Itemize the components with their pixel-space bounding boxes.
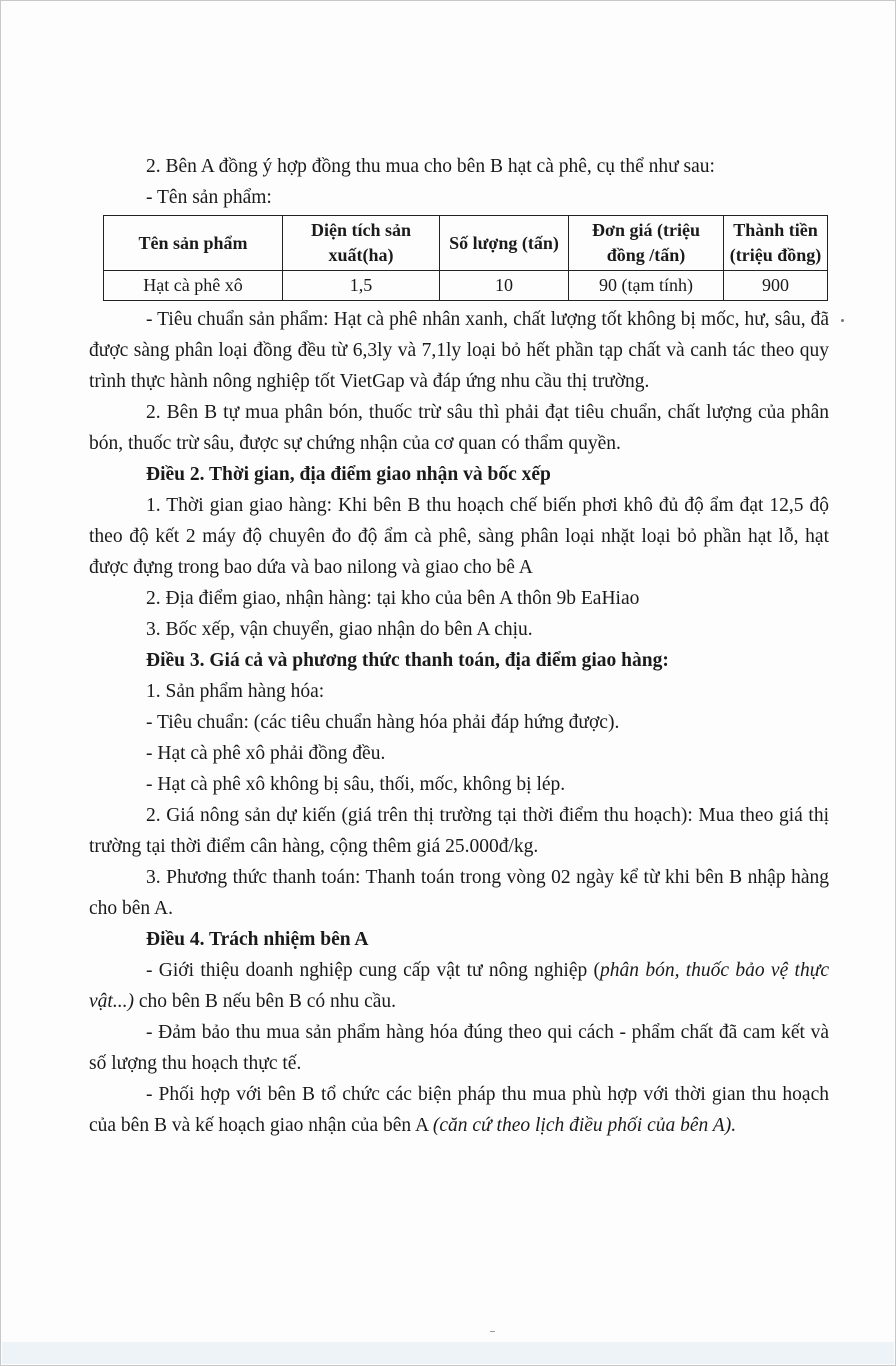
- article-2-title: Điều 2. Thời gian, địa điểm giao nhận và bốc xếp: [146, 464, 551, 485]
- article-4-item-3-italic: (căn cứ theo lịch điều phối của bên A).: [432, 1115, 737, 1136]
- article-4-title: Điều 4. Trách nhiệm bên A: [146, 929, 369, 950]
- table-cell: 10: [440, 271, 569, 301]
- table-header-cell: Diện tích sản xuất(ha): [283, 216, 440, 271]
- table-cell: 90 (tạm tính): [569, 271, 724, 301]
- article-4-item-3-text: - Phối hợp với bên B tổ chức các biện pháp thu mua phù hợp với thời gian thu hoạch của bên B và kế hoạch giao nhận của bên A: [89, 1084, 829, 1136]
- scan-bottom-edge: [2, 1342, 894, 1364]
- scan-speck: [841, 319, 844, 322]
- table-row: [104, 271, 828, 301]
- fertilizer-paragraph: 2. Bên B tự mua phân bón, thuốc trừ sâu thì phải đạt tiêu chuẩn, chất lượng của phân bón, thuốc trừ sâu, được sự chứng nhận của cơ quan có thẩm quyền.: [89, 402, 829, 454]
- document-body: [89, 151, 829, 1141]
- product-name-label: - Tên sản phẩm:: [146, 187, 272, 208]
- article-2-item-1: 1. Thời gian giao hàng: Khi bên B thu hoạch chế biến phơi khô đủ độ ẩm đạt 12,5 độ theo độ kết 2 máy độ chuyên đo độ ẩm cà phê, sàng phân loại nhặt loại bỏ phần hạt lỗ, hạt được đựng trong bao dứa và bao nilong và giao cho bê A: [89, 495, 829, 578]
- article-2-item-3: 3. Bốc xếp, vận chuyển, giao nhận do bên A chịu.: [146, 619, 533, 640]
- table-cell: Hạt cà phê xô: [104, 271, 283, 301]
- product-table: [103, 215, 828, 301]
- article-3-title: Điều 3. Giá cả và phương thức thanh toán, địa điểm giao hàng:: [146, 650, 669, 671]
- article-3-item-3: 3. Phương thức thanh toán: Thanh toán trong vòng 02 ngày kể từ khi bên B nhập hàng cho bên A.: [89, 867, 829, 919]
- product-standard-paragraph: - Tiêu chuẩn sản phẩm: Hạt cà phê nhân xanh, chất lượng tốt không bị mốc, hư, sâu, đã được sàng phân loại đồng đều từ 6,3ly và 7,1ly loại bỏ hết phần tạp chất và canh tác theo quy trình thực hành nông nghiệp tốt VietGap và đáp ứng nhu cầu thị trường.: [89, 309, 829, 392]
- table-cell: 1,5: [283, 271, 440, 301]
- article-4-item-3: [89, 1079, 829, 1141]
- table-header-cell: Số lượng (tấn): [440, 216, 569, 271]
- article-4-item-2: - Đảm bảo thu mua sản phẩm hàng hóa đúng theo qui cách - phẩm chất đã cam kết và số lượng thu hoạch thực tế.: [89, 1022, 829, 1074]
- article-2-item-2: 2. Địa điểm giao, nhận hàng: tại kho của bên A thôn 9b EaHiao: [146, 588, 640, 609]
- table-header-row: [104, 216, 828, 271]
- article-4-item-1-text: - Giới thiệu doanh nghiệp cung cấp vật tư nông nghiệp (: [146, 960, 601, 981]
- table-header-cell: Thành tiền (triệu đồng): [724, 216, 828, 271]
- table-header-cell: Đơn giá (triệu đồng /tấn): [569, 216, 724, 271]
- article-3-item-2: 2. Giá nông sản dự kiến (giá trên thị trường tại thời điểm thu hoạch): Mua theo giá thị trường tại thời điểm cân hàng, cộng thêm giá 25.000đ/kg.: [89, 805, 829, 857]
- article-4-item-1-italic: phân bón, thuốc bảo vệ thực vật...): [89, 960, 829, 1012]
- article-3-item-1b: - Hạt cà phê xô phải đồng đều.: [146, 743, 386, 764]
- section-intro-line: 2. Bên A đồng ý hợp đồng thu mua cho bên B hạt cà phê, cụ thể như sau:: [146, 156, 715, 177]
- article-3-item-1a: - Tiêu chuẩn: (các tiêu chuẩn hàng hóa phải đáp hứng được).: [146, 712, 620, 733]
- table-header-cell: Tên sản phẩm: [104, 216, 283, 271]
- article-3-item-1: 1. Sản phẩm hàng hóa:: [146, 681, 325, 702]
- table-cell: 900: [724, 271, 828, 301]
- article-4-item-1-tail: cho bên B nếu bên B có nhu cầu.: [133, 991, 397, 1012]
- article-4-item-1: [89, 955, 829, 1017]
- article-3-item-1c: - Hạt cà phê xô không bị sâu, thối, mốc, không bị lép.: [146, 774, 566, 795]
- scan-speck: [490, 1331, 495, 1332]
